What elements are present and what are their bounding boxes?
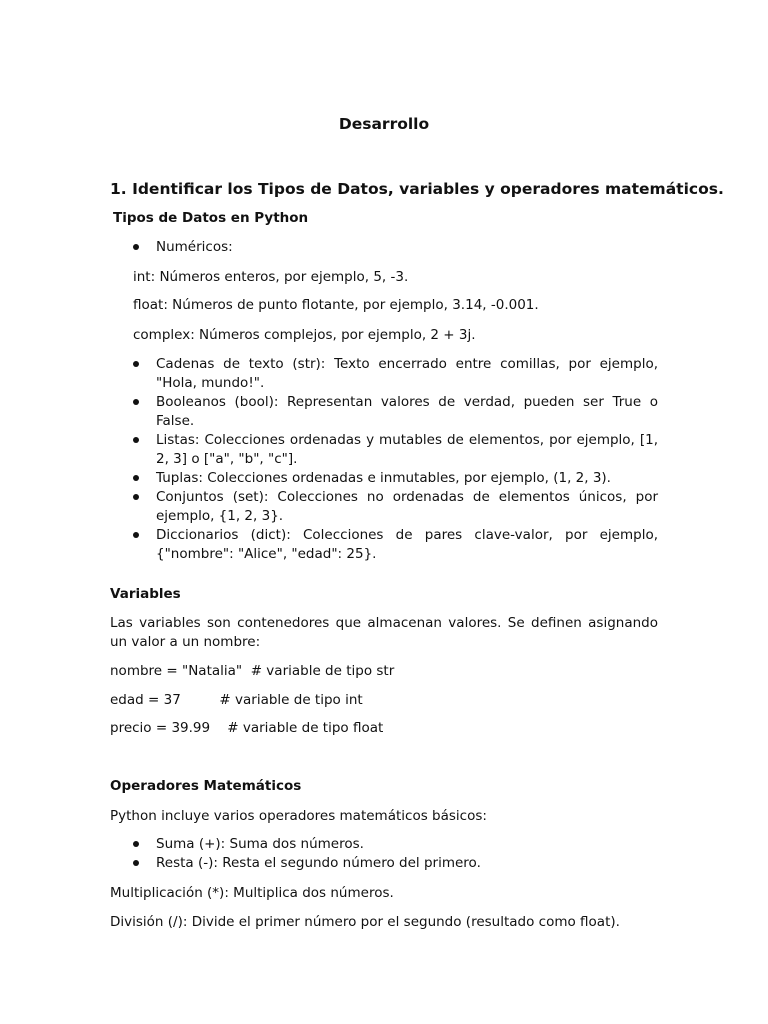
bullet-icon bbox=[133, 244, 139, 250]
list-item bbox=[110, 469, 658, 488]
section-heading: 1. Identificar los Tipos de Datos, variables y operadores matemáticos. bbox=[110, 180, 724, 198]
operators-intro: Python incluye varios operadores matemáticos básicos: bbox=[110, 808, 487, 824]
variable-example-nombre: nombre = "Natalia" # variable de tipo str bbox=[110, 663, 395, 679]
variable-example-precio: precio = 39.99 # variable de tipo float bbox=[110, 720, 384, 736]
bullet-icon bbox=[133, 475, 139, 481]
bullet-icon bbox=[133, 437, 139, 443]
list-item bbox=[110, 854, 658, 873]
list-item bbox=[110, 488, 658, 526]
data-types-heading: Tipos de Datos en Python bbox=[113, 210, 309, 226]
list-item bbox=[110, 526, 658, 564]
bullet-icon bbox=[133, 399, 139, 405]
division-description: División (/): Divide el primer número por el segundo (resultado como float). bbox=[110, 914, 620, 930]
operators-bullet-list bbox=[110, 835, 658, 873]
list-item bbox=[110, 355, 658, 393]
list-item bbox=[110, 238, 658, 257]
variables-intro: Las variables son contenedores que almacenan valores. Se definen asignando un valor a un nombre: bbox=[110, 615, 658, 650]
list-item bbox=[110, 431, 658, 469]
bullet-text-bool: Booleanos (bool): Representan valores de verdad, pueden ser True o False. bbox=[156, 394, 658, 429]
bullet-text-str: Cadenas de texto (str): Texto encerrado entre comillas, por ejemplo, "Hola, mundo!". bbox=[156, 356, 658, 391]
numeric-bullet-list bbox=[110, 238, 658, 257]
bullet-text-resta: Resta (-): Resta el segundo número del primero. bbox=[156, 855, 481, 871]
multiplication-description: Multiplicación (*): Multiplica dos números. bbox=[110, 885, 394, 901]
bullet-text-list: Listas: Colecciones ordenadas y mutables de elementos, por ejemplo, [1, 2, 3] o ["a", "b", "c"]. bbox=[156, 432, 658, 467]
bullet-text-tuple: Tuplas: Colecciones ordenadas e inmutables, por ejemplo, (1, 2, 3). bbox=[156, 470, 611, 486]
int-description: int: Números enteros, por ejemplo, 5, -3. bbox=[133, 269, 409, 285]
bullet-icon bbox=[133, 494, 139, 500]
data-types-bullet-list bbox=[110, 355, 658, 564]
bullet-text-dict: Diccionarios (dict): Colecciones de pares clave-valor, por ejemplo, {"nombre": "Alice", "edad": 25}. bbox=[156, 527, 658, 562]
bullet-icon bbox=[133, 532, 139, 538]
variable-example-edad: edad = 37 # variable de tipo int bbox=[110, 692, 363, 708]
list-item bbox=[110, 393, 658, 431]
numeric-bullet-text: Numéricos: bbox=[156, 239, 233, 255]
bullet-icon bbox=[133, 361, 139, 367]
variables-heading: Variables bbox=[110, 586, 181, 602]
bullet-text-set: Conjuntos (set): Colecciones no ordenadas de elementos únicos, por ejemplo, {1, 2, 3}. bbox=[156, 489, 658, 524]
complex-description: complex: Números complejos, por ejemplo, 2 + 3j. bbox=[133, 327, 476, 343]
bullet-text-suma: Suma (+): Suma dos números. bbox=[156, 836, 364, 852]
list-item bbox=[110, 835, 658, 854]
document-title: Desarrollo bbox=[338, 115, 430, 133]
operators-heading: Operadores Matemáticos bbox=[110, 778, 302, 794]
bullet-icon bbox=[133, 860, 139, 866]
float-description: float: Números de punto flotante, por ejemplo, 3.14, -0.001. bbox=[133, 297, 539, 313]
bullet-icon bbox=[133, 841, 139, 847]
